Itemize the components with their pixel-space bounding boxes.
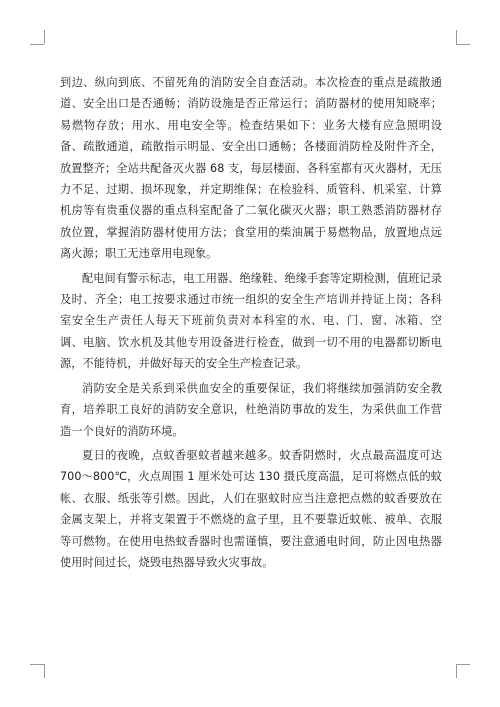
paragraph-fire-safety-inspection: 到边、纵向到底、不留死角的消防安全自查活动。本次检查的重点是疏散通道、安全出口是否通畅；消防设施是否正常运行；消防器材的使用知晓率；易燃物存放；用水、用电安全等。检查结果如下：业务大楼有应急照明设备、疏散通道，疏散指示明显、安全出口通畅；各楼面消防栓及附件齐全，放置整齐；全站共配备灭火器 68 支，每层楼面、各科室都有灭火器材，无压力不足、过期、损坏现象，并定期维保；在检验科、质管科、机采室、计算机房等有贵重仪器的重点科室配备了二氧化碳灭火器；职工熟悉消防器材存放位置，掌握消防器材使用方法；食堂用的柴油属于易燃物品，放置地点远离火源；职工无违章用电现象。 (60, 76, 442, 261)
paragraph-safety-education: 消防安全是关系到采供血安全的重要保证，我们将继续加强消防安全教育，培养职工良好的消防安全意识，杜绝消防事故的发生，为采供血工作营造一个良好的消防环境。 (60, 381, 442, 438)
paragraph-mosquito-coil: 夏日的夜晚，点蚊香驱蚊者越来越多。蚊香阴燃时，火点最高温度可达 700～800℃，火点周围 1 厘米处可达 130 摄氏度高温，足可将燃点低的蚊帐、衣服、纸张等引燃。因此，人们在驱蚊时应当注意把点燃的蚊香要放在金属支架上，并将支架置于不燃烧的盒子里，且不要靠近蚊帐、被单、衣服等可燃物。在使用电热蚊香器时也需谨慎，要注意通电时间，防止因电热器使用时间过长，烧毁电热器导致火灾事故。 (60, 448, 442, 569)
document-body (60, 72, 442, 576)
paragraph-power-room: 配电间有警示标志，电工用器、绝缘鞋、绝缘手套等定期检测，值班记录及时、齐全；电工按要求通过市统一组织的安全生产培训并持证上岗；各科室安全生产责任人每天下班前负责对本科室的水、电、门、窗、冰箱、空调、电脑、饮水机及其他专用设备进行检查，做到一切不用的电器都切断电源，不能待机，并做好每天的安全生产检查记录。 (60, 271, 442, 371)
